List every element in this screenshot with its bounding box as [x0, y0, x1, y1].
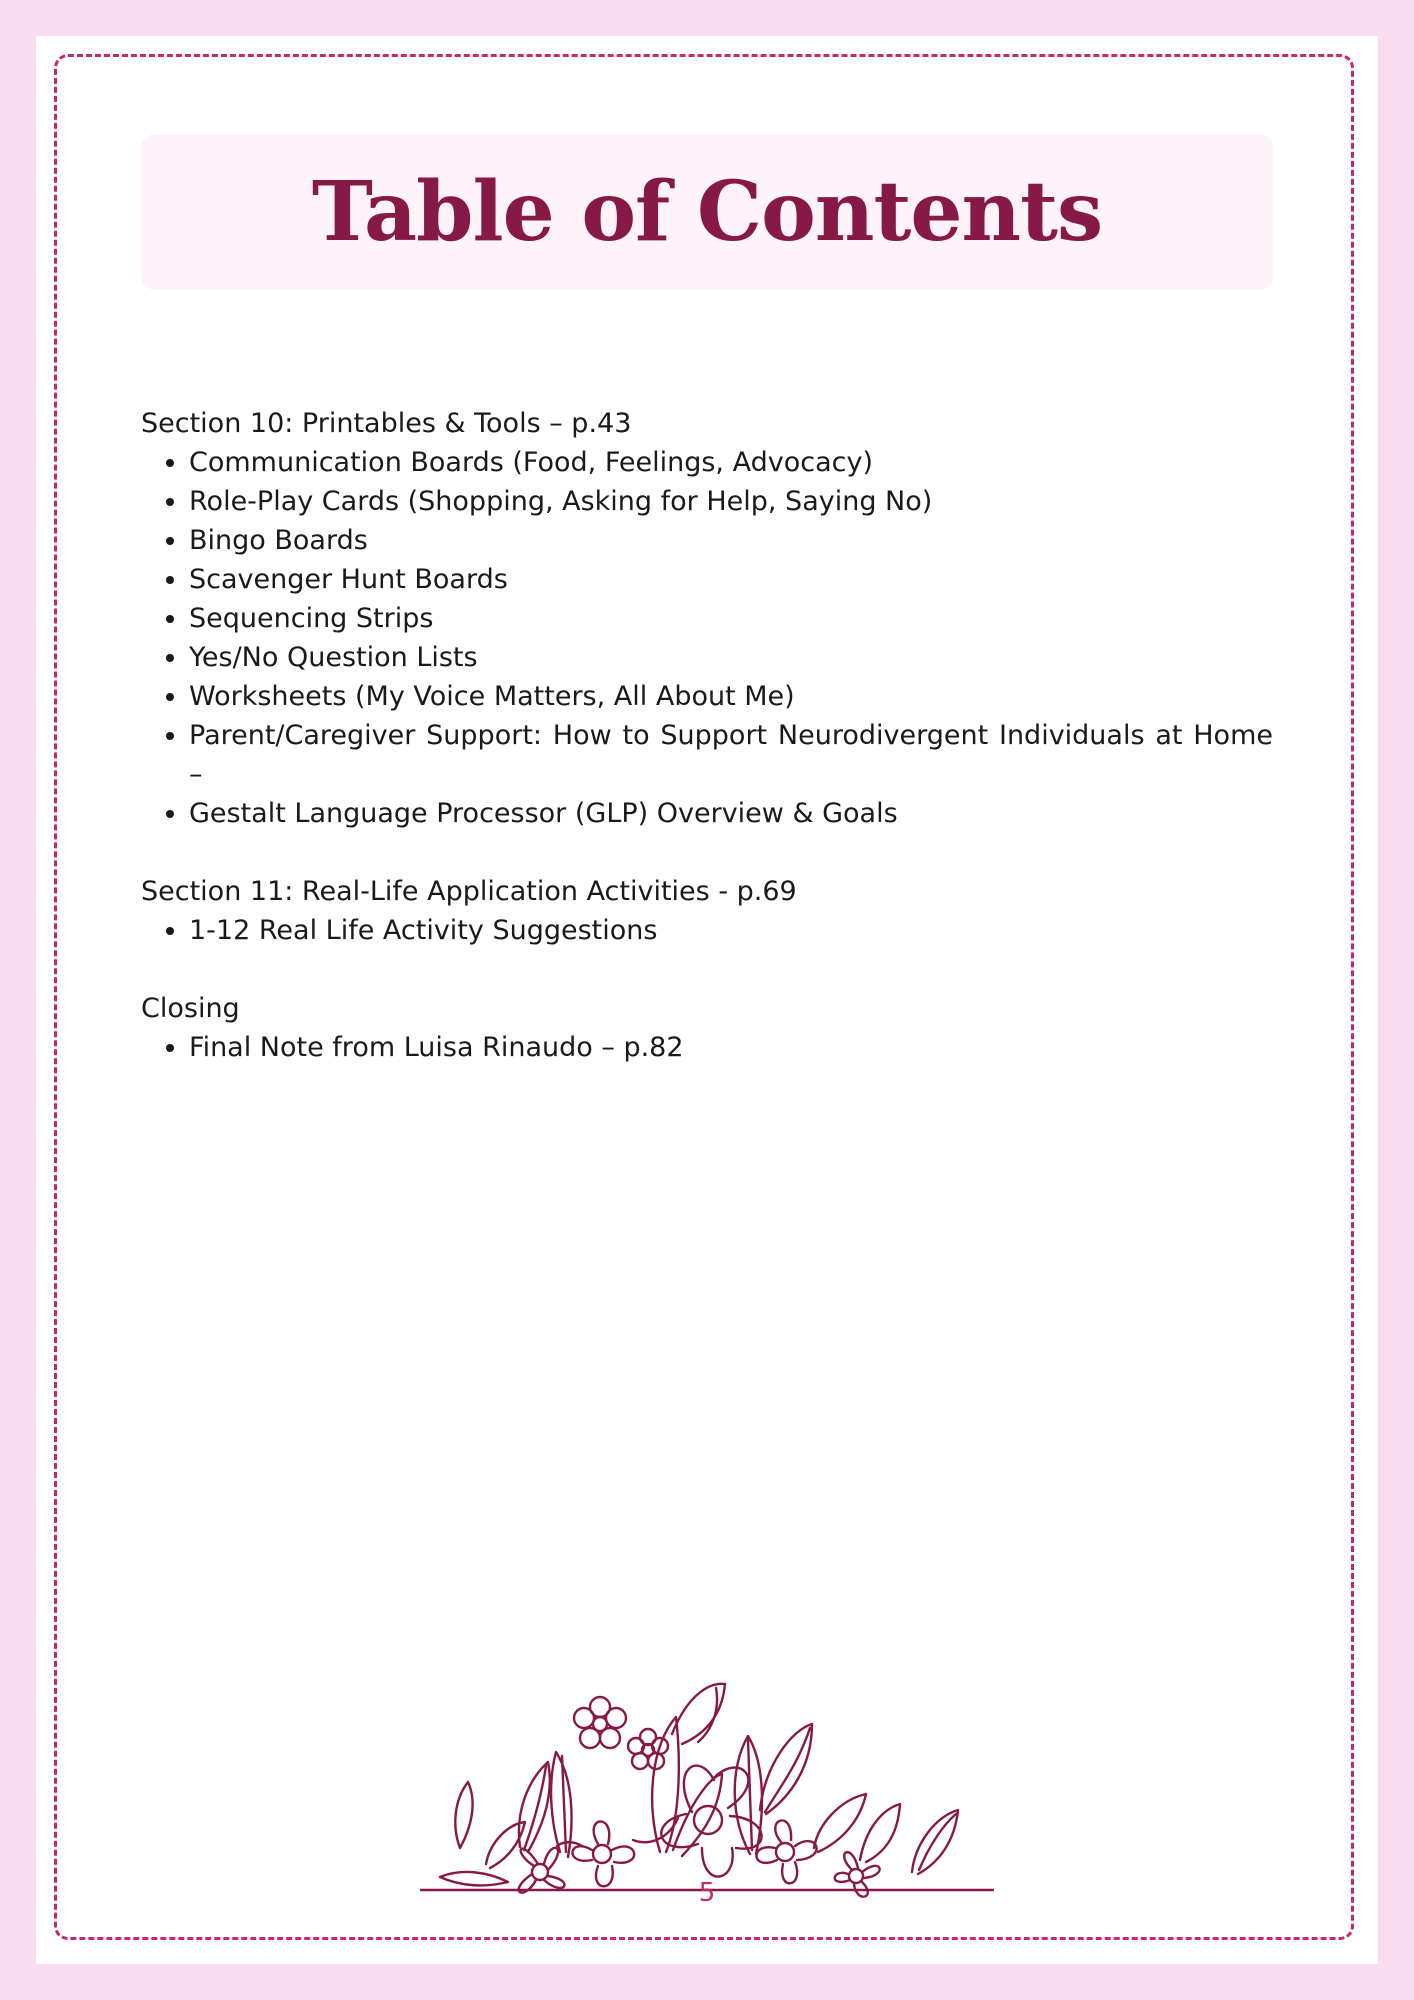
table-of-contents — [141, 404, 1273, 1106]
section-item-list — [141, 1028, 1273, 1067]
page-title: Table of Contents — [311, 164, 1103, 260]
list-item: • Worksheets (My Voice Matters, All About Me) — [189, 677, 1273, 716]
toc-section — [141, 404, 1273, 833]
page-number: 5 — [698, 1878, 716, 1908]
list-item: • Role-Play Cards (Shopping, Asking for Help, Saying No) — [189, 482, 1273, 521]
list-item: • Yes/No Question Lists — [189, 638, 1273, 677]
list-item: • 1-12 Real Life Activity Suggestions — [189, 911, 1273, 950]
floral-border-icon — [420, 1672, 994, 1904]
list-item: • Bingo Boards — [189, 521, 1273, 560]
section-heading: Section 11: Real-Life Application Activities - p.69 — [141, 876, 797, 907]
toc-section — [141, 872, 1273, 950]
section-item-list — [141, 911, 1273, 950]
list-item: • Scavenger Hunt Boards — [189, 560, 1273, 599]
list-item: • Final Note from Luisa Rinaudo – p.82 — [189, 1028, 1273, 1067]
section-item-list — [141, 443, 1273, 833]
section-heading: Closing — [141, 993, 240, 1024]
title-banner — [141, 134, 1273, 290]
toc-section — [141, 989, 1273, 1067]
list-item: • Communication Boards (Food, Feelings, Advocacy) — [189, 443, 1273, 482]
section-heading: Section 10: Printables & Tools – p.43 — [141, 408, 632, 439]
list-item: • Parent/Caregiver Support: How to Support Neurodivergent Individuals at Home – — [189, 716, 1273, 794]
page-sheet — [36, 36, 1378, 1964]
list-item: • Sequencing Strips — [189, 599, 1273, 638]
list-item: • Gestalt Language Processor (GLP) Overview & Goals — [189, 794, 1273, 833]
